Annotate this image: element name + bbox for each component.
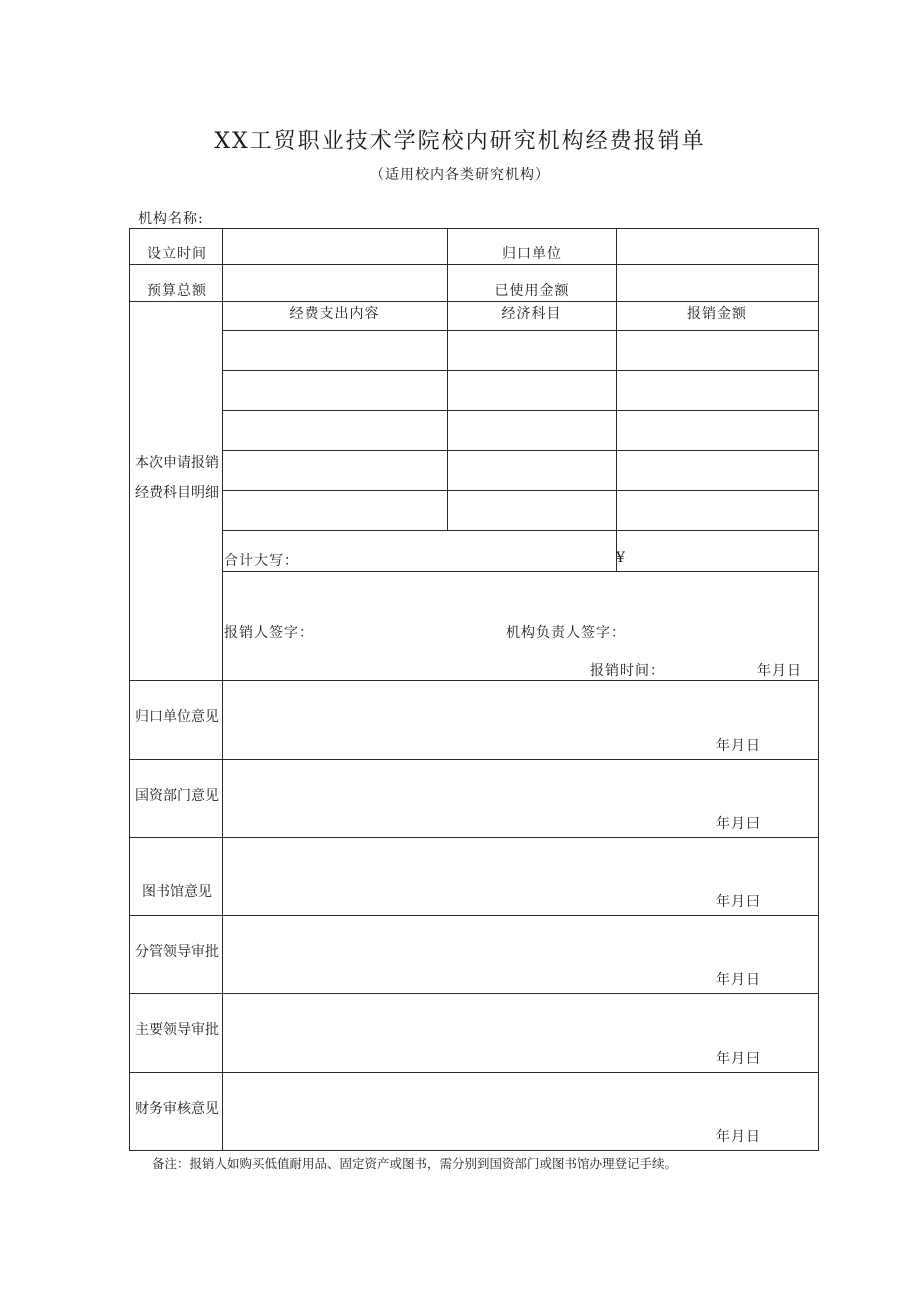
budget-label: 预算总额 xyxy=(147,283,207,299)
grid-line xyxy=(222,450,819,451)
grid-line xyxy=(222,330,819,331)
deputy-leader-approval-label: 分管领导审批 xyxy=(135,944,219,960)
claim-time-label: 报销时间： xyxy=(590,663,665,679)
grid-line xyxy=(222,410,819,411)
unit-opinion-field[interactable] xyxy=(223,681,817,730)
deputy-leader-approval-date: 年月日 xyxy=(716,972,761,988)
chief-leader-approval-date: 年月曰 xyxy=(716,1051,761,1067)
footer-note: 备注：报销人如购买低值耐用品、固定资产或图书，需分别到国资部门或图书馆办理登记手续。 xyxy=(152,1156,678,1171)
grid-line xyxy=(222,370,819,371)
library-opinion-date: 年月曰 xyxy=(716,894,761,910)
chief-leader-approval-field[interactable] xyxy=(223,994,817,1043)
column-header-amount: 报销金额 xyxy=(687,306,747,322)
grid-line xyxy=(129,1150,819,1151)
grid-line xyxy=(222,530,819,531)
total-yen-symbol: ¥ xyxy=(616,550,626,566)
head-signature-label: 机构负责人签字： xyxy=(506,625,626,641)
grid-line xyxy=(222,571,819,572)
finance-review-opinion-date: 年月日 xyxy=(716,1129,761,1145)
table-left-border xyxy=(129,228,130,1151)
asset-dept-opinion-label: 国资部门意见 xyxy=(135,788,219,804)
table-right-border xyxy=(818,228,819,1151)
chief-leader-approval-label: 主要领导审批 xyxy=(135,1022,219,1038)
claimant-signature-label: 报销人签字： xyxy=(224,625,314,641)
claim-date-label: 年月日 xyxy=(757,663,802,679)
used-amount-label: 已使用金额 xyxy=(494,283,570,299)
form-subtitle: （适用校内各类研究机构） xyxy=(370,167,550,183)
asset-dept-opinion-field[interactable] xyxy=(223,760,817,808)
column-header-content: 经费支出内容 xyxy=(289,306,380,322)
library-opinion-label: 图书馆意见 xyxy=(142,884,212,900)
unit-opinion-label: 归口单位意见 xyxy=(135,709,219,725)
column-divider-3 xyxy=(616,228,617,572)
deputy-leader-approval-field[interactable] xyxy=(223,916,817,964)
finance-review-opinion-field[interactable] xyxy=(223,1073,817,1121)
total-amount-label: 合计大写： xyxy=(224,553,299,569)
org-name-label: 机构名称: xyxy=(138,211,204,227)
library-opinion-field[interactable] xyxy=(223,838,817,886)
grid-line xyxy=(222,490,819,491)
detail-section-label: 本次申请报销经费科目明细 xyxy=(135,455,219,501)
grid-line xyxy=(129,301,819,302)
asset-dept-opinion-date: 年月曰 xyxy=(716,816,761,832)
grid-line xyxy=(129,228,819,229)
setup-time-label: 设立时间 xyxy=(147,246,207,262)
column-header-subject: 经济科目 xyxy=(501,306,562,322)
finance-review-opinion-label: 财务审核意见 xyxy=(135,1101,219,1117)
unit-opinion-date: 年月日 xyxy=(716,738,761,754)
column-divider-2 xyxy=(447,228,448,531)
grid-line xyxy=(129,264,819,265)
unit-label: 归口单位 xyxy=(502,246,562,262)
form-title: XX工贸职业技术学院校内研究机构经费报销单 xyxy=(214,129,706,154)
